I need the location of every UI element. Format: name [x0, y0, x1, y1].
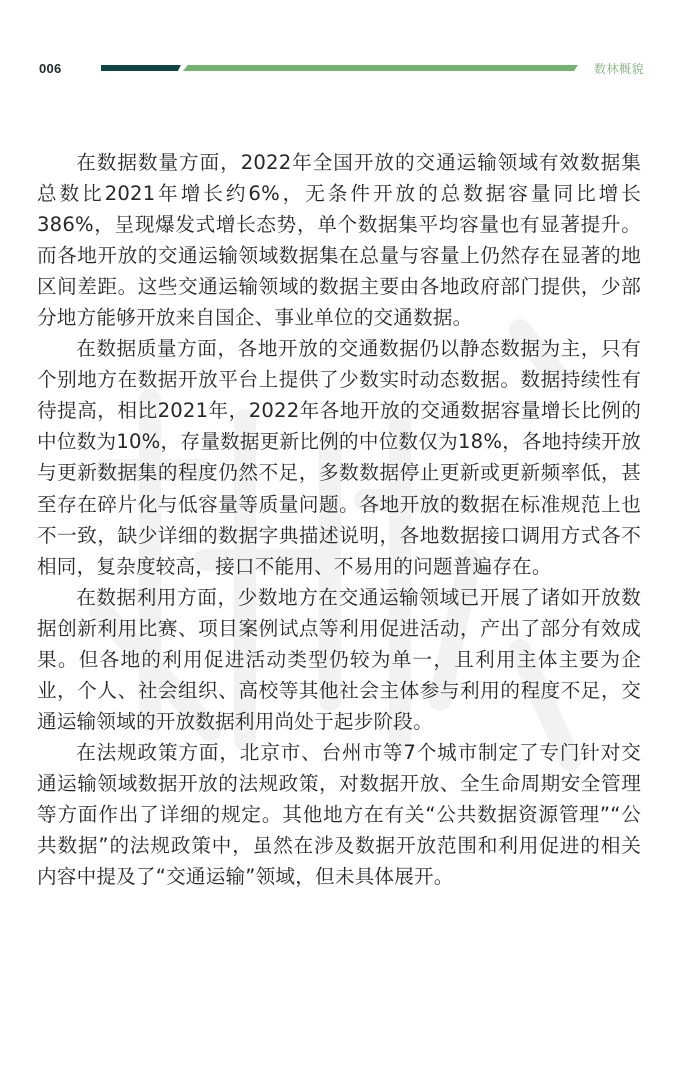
paragraph-data-quantity: 在数据数量方面，2022年全国开放的交通运输领域有效数据集总数比2021年增长约6%，无条件开放的总数据容量同比增长386%，呈现爆发式增长态势，单个数据集平均容量也有显著提升。而各地开放的交通运输领域数据集在总量与容量上仍然存在显著的地区间差距。这些交通运输领域的数据主要由各地政府部门提供，少部分地方能够开放来自国企、事业单位的交通数据。 [37, 151, 641, 330]
paragraph-regulations-policy: 在法规政策方面，北京市、台州市等7个城市制定了专门针对交通运输领域数据开放的法规政策，对数据开放、全生命周期安全管理等方面作出了详细的规定。其他地方在有关“公共数据资源管理”“公共数据”的法规政策中，虽然在涉及数据开放范围和利用促进的相关内容中提及了“交通运输”领域，但未具体展开。 [37, 740, 641, 889]
header-bar-dark [101, 65, 181, 71]
page-number: 006 [39, 61, 62, 76]
page-header [0, 0, 680, 100]
paragraph-data-utilization: 在数据利用方面，少数地方在交通运输领域已开展了诸如开放数据创新利用比赛、项目案例试点等利用促进活动，产出了部分有效成果。但各地的利用促进活动类型仍较为单一，且利用主体主要为企业，个人、社会组织、高校等其他社会主体参与利用的程度不足，交通运输领域的开放数据利用尚处于起步阶段。 [37, 585, 641, 733]
section-label: 数林概貌 [594, 62, 645, 76]
header-bar-green [183, 65, 578, 71]
body-text [37, 147, 641, 892]
paragraph-data-quality: 在数据质量方面，各地开放的交通数据仍以静态数据为主，只有个别地方在数据开放平台上提供了少数实时动态数据。数据持续性有待提高，相比2021年，2022年各地开放的交通数据容量增长比例的中位数为10%，存量数据更新比例的中位数仅为18%，各地持续开放与更新数据集的程度仍然不足，多数数据停止更新或更新频率低，甚至存在碎片化与低容量等质量问题。各地开放的数据在标准规范上也不一致，缺少详细的数据字典描述说明，各地数据接口调用方式各不相同，复杂度较高，接口不能用、不易用的问题普遍存在。 [37, 337, 641, 578]
